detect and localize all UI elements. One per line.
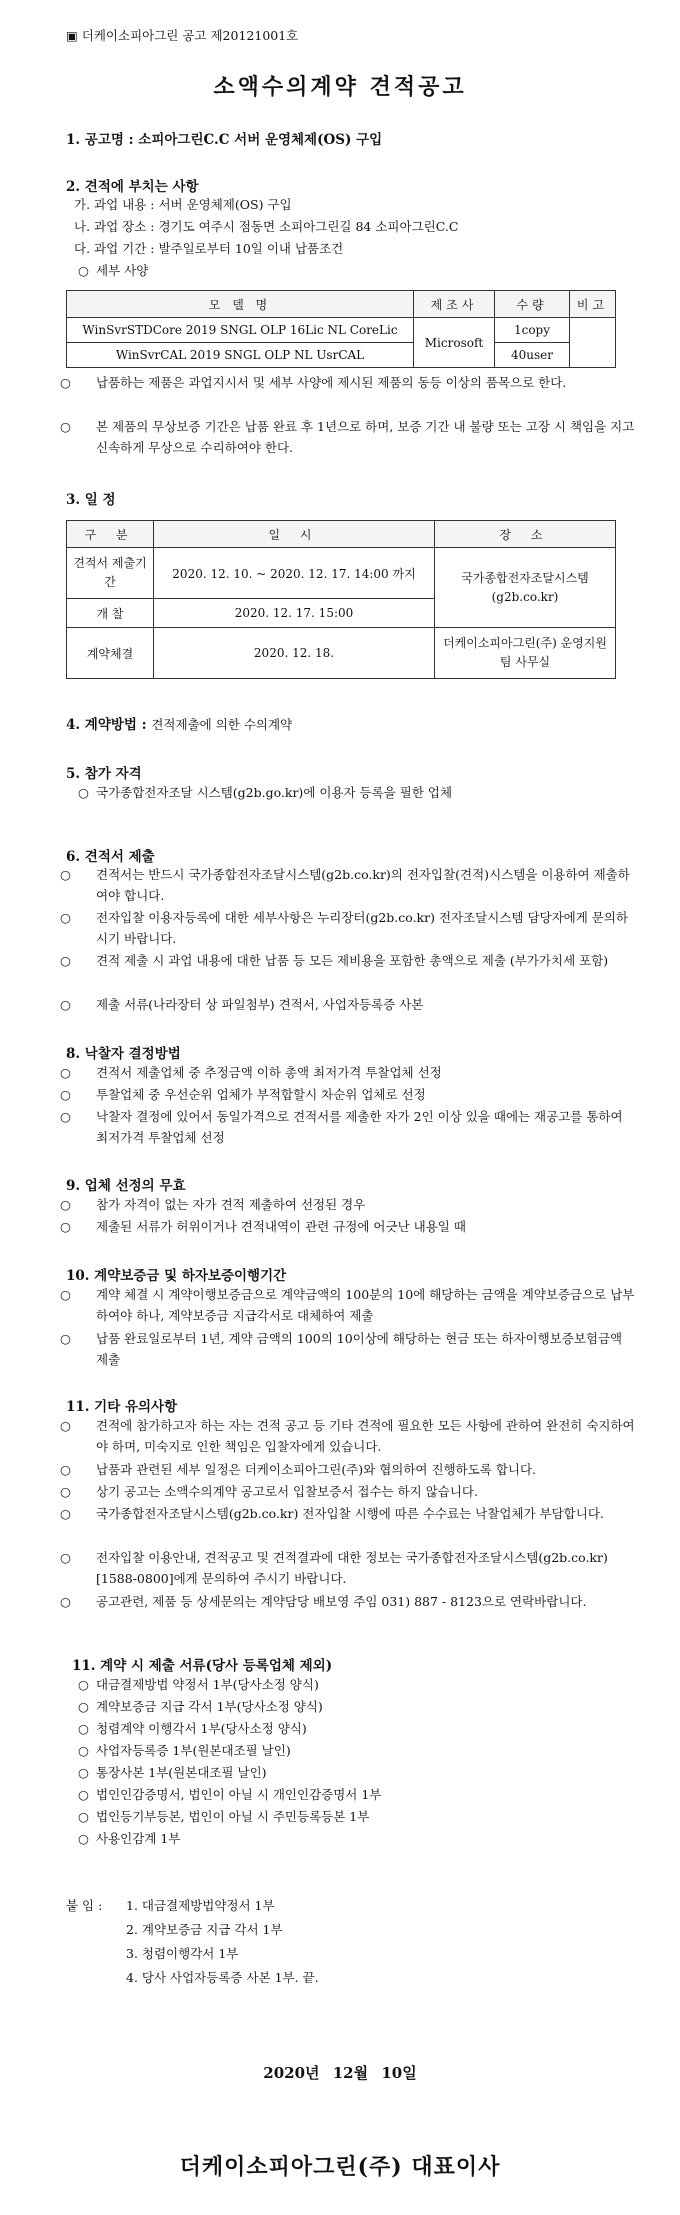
section-8-heading: 8. 낙찰자 결정방법 (66, 1046, 181, 1062)
attach-item: 4. 당사 사업자등록증 사본 1부. 끝. (126, 1970, 319, 1985)
section-9-heading: 9. 업체 선정의 무효 (66, 1178, 186, 1194)
qty-cell: 1copy (495, 318, 570, 343)
bullet-icon: ○ (78, 263, 89, 278)
list-item: ○ 전자입찰 이용자등록에 대한 세부사항은 누리장터(g2b.co.kr) 전자조달시스템 담당자에게 문의하시기 바랍니다. (60, 910, 629, 946)
list-item (78, 1696, 323, 1718)
issue-date: 2020년 12월 10일 (263, 2064, 417, 2082)
section-6-heading: 6. 견적서 제출 (66, 849, 155, 865)
task-period: 다. 과업 기간 : 발주일로부터 10일 이내 납품조건 (74, 241, 344, 256)
list-item: ○ 투찰업체 중 우선순위 업체가 부적합할시 차순위 업체로 선정 (60, 1087, 426, 1102)
schedule-table: 구 분 일 시 장 소 견적서 제출기간 2020. 12. 10. ~ 2020. 12. 17. 14:00 까지 국가종합전자조달시스템 (g2b.co.kr) 개 찰 2020. 12. 17. 15:00 계약체결 2020. 12. 18. 더케이소피아그린(주) 운영지원팀 사무실 (66, 520, 616, 679)
list-item (78, 1674, 319, 1696)
list-item: ○ 전자입찰 이용안내, 견적공고 및 견적결과에 대한 정보는 국가종합전자조달시스템(g2b.co.kr)[1588-0800]에게 문의하여 주시기 바랍니다. (60, 1550, 608, 1586)
list-item: ○ 상기 공고는 소액수의계약 공고로서 입찰보증서 접수는 하지 않습니다. (60, 1484, 478, 1499)
attach-item: 2. 계약보증금 지급 각서 1부 (126, 1922, 283, 1937)
bullet-icon: ○ (78, 1831, 89, 1846)
list-item-text: 법인인감증명서, 법인이 아닐 시 개인인감증명서 1부 (96, 1787, 382, 1802)
qty-cell: 40user (495, 343, 570, 368)
bullet-icon: ○ (78, 1809, 89, 1824)
page-title: 소액수의계약 견적공고 (213, 74, 467, 100)
section-10-heading: 10. 계약보증금 및 하자보증이행기간 (66, 1268, 287, 1284)
list-item-text: 대금결제방법 약정서 1부(당사소정 양식) (96, 1677, 319, 1692)
attach-item: 1. 대금결제방법약정서 1부 (126, 1898, 275, 1913)
bullet-icon: ○ (78, 1699, 89, 1714)
model-cell: WinSvrCAL 2019 SNGL OLP NL UsrCAL (67, 343, 414, 368)
signature-line: 더케이소피아그린(주) 대표이사 (179, 2154, 501, 2180)
list-item: ○ 견적서 제출업체 중 추정금액 이하 총액 최저가격 투찰업체 선정 (60, 1065, 442, 1080)
spec-note-1: ○ 납품하는 제품은 과업지시서 및 세부 사양에 제시된 제품의 동등 이상의 품목으로 한다. (60, 375, 567, 390)
bullet-icon: ○ (78, 1743, 89, 1758)
maker-cell: Microsoft (414, 318, 495, 368)
bullet-icon: ○ (78, 1787, 89, 1802)
col-qty: 수량 (495, 291, 570, 318)
list-item-text: 법인등기부등본, 법인이 아닐 시 주민등록등본 1부 (96, 1809, 370, 1824)
attach-label: 붙 임 : (66, 1898, 103, 1913)
list-item (78, 1762, 267, 1784)
section-11-heading: 11. 기타 유의사항 (66, 1399, 178, 1415)
table-row: 견적서 제출기간 2020. 12. 10. ~ 2020. 12. 17. 14:00 까지 국가종합전자조달시스템 (g2b.co.kr) (67, 548, 616, 599)
notice-number: ▣ 더케이소피아그린 공고 제20121001호 (66, 28, 299, 43)
section-2-heading: 2. 견적에 부치는 사항 (66, 179, 199, 195)
list-item: ○ 납품과 관련된 세부 일정은 더케이소피아그린(주)와 협의하여 진행하도록 합니다. (60, 1462, 537, 1477)
list-item: ○ 낙찰자 결정에 있어서 동일가격으로 견적서를 제출한 자가 2인 이상 있을 때에는 재공고를 통하여 최저가격 투찰업체 선정 (60, 1109, 623, 1145)
table-row: 계약체결 2020. 12. 18. 더케이소피아그린(주) 운영지원팀 사무실 (67, 628, 616, 679)
note-cell (570, 318, 616, 368)
list-item-text: 사업자등록증 1부(원본대조필 날인) (96, 1743, 291, 1758)
bullet-icon: ○ (78, 1677, 89, 1692)
list-item: ○ 계약 체결 시 계약이행보증금으로 계약금액의 100분의 10에 해당하는 금액을 계약보증금으로 납부하여야 하나, 계약보증금 지급각서로 대체하여 제출 (60, 1287, 635, 1323)
list-item (78, 1740, 291, 1762)
list-item (78, 1718, 307, 1740)
list-item: ○ 공고관련, 제품 등 상세문의는 계약담당 배보영 주임 031) 887 - 8123으로 연락바랍니다. (60, 1594, 587, 1609)
table-row (67, 318, 616, 343)
model-cell: WinSvrSTDCore 2019 SNGL OLP 16Lic NL CoreLic (67, 318, 414, 343)
bullet-icon: ○ (78, 1765, 89, 1780)
attach-item: 3. 청렴이행각서 1부 (126, 1946, 239, 1961)
task-location: 나. 과업 장소 : 경기도 여주시 점동면 소피아그린길 84 소피아그린C.C (74, 219, 459, 234)
section-4-heading: 4. 계약방법 : 견적제출에 의한 수의계약 (66, 717, 293, 733)
list-item: ○ 견적 제출 시 과업 내용에 대한 납품 등 모든 제비용을 포함한 총액으로 제출 (부가가치세 포함) (60, 953, 609, 968)
list-item: ○ 납품 완료일로부터 1년, 계약 금액의 100의 10이상에 해당하는 현금 또는 하자이행보증보험금액 제출 (60, 1331, 623, 1367)
list-item (78, 1784, 381, 1806)
list-item: ○ 견적에 참가하고자 하는 자는 견적 공고 등 기타 견적에 필요한 모든 사항에 관하여 완전히 숙지하여야 하며, 미숙지로 인한 책임은 입찰자에게 있습니다. (60, 1418, 635, 1454)
table-row: 개 찰 2020. 12. 17. 15:00 (67, 599, 616, 628)
spec-label: ○ 세부 사양 (78, 260, 148, 282)
section-5-heading: 5. 참가 자격 (66, 766, 142, 782)
section-docs-heading: 11. 계약 시 제출 서류(당사 등록업체 제외) (72, 1658, 333, 1674)
col-maker: 제조사 (414, 291, 495, 318)
task-content: 가. 과업 내용 : 서버 운영체제(OS) 구입 (74, 197, 292, 212)
list-item: ○ 국가종합전자조달 시스템(g2b.go.kr)에 이용자 등록을 필한 업체 (78, 785, 453, 800)
list-item: ○ 제출된 서류가 허위이거나 견적내역이 관련 규정에 어긋난 내용일 때 (60, 1219, 466, 1234)
spec-table (66, 290, 616, 368)
table-row (67, 343, 616, 368)
bullet-icon: ○ (78, 1721, 89, 1736)
spec-note-2: ○ 본 제품의 무상보증 기간은 납품 완료 후 1년으로 하며, 보증 기간 내 불량 또는 고장 시 책임을 지고 신속하게 무상으로 수리하여야 한다. (60, 419, 635, 455)
list-item (78, 1828, 180, 1850)
col-model: 모 델 명 (67, 291, 414, 318)
list-item-text: 사용인감계 1부 (96, 1831, 181, 1846)
list-item-text: 계약보증금 지급 각서 1부(당사소정 양식) (96, 1699, 323, 1714)
list-item: ○ 국가종합전자조달시스템(g2b.co.kr) 전자입찰 시행에 따른 수수료는 낙찰업체가 부담합니다. (60, 1506, 604, 1521)
list-item-text: 청렴계약 이행각서 1부(당사소정 양식) (96, 1721, 307, 1736)
list-item: ○ 참가 자격이 없는 자가 견적 제출하여 선정된 경우 (60, 1197, 366, 1212)
list-item: ○ 제출 서류(나라장터 상 파일첨부) 견적서, 사업자등록증 사본 (60, 997, 424, 1012)
list-item: ○ 견적서는 반드시 국가종합전자조달시스템(g2b.co.kr)의 전자입찰(견적)시스템을 이용하여 제출하여야 합니다. (60, 867, 630, 903)
list-item (78, 1806, 369, 1828)
col-note: 비고 (570, 291, 616, 318)
section-1-heading: 1. 공고명 : 소피아그린C.C 서버 운영체제(OS) 구입 (66, 132, 383, 148)
list-item-text: 통장사본 1부(원본대조필 날인) (96, 1765, 267, 1780)
section-3-heading: 3. 일 정 (66, 492, 116, 508)
